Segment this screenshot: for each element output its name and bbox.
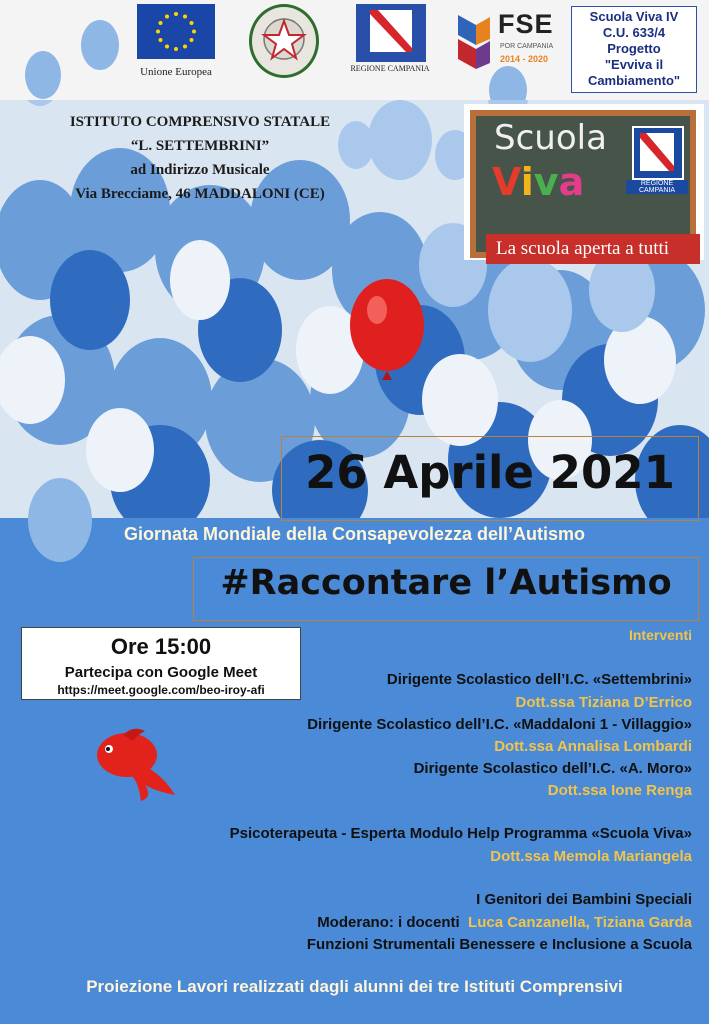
event-date: 26 Aprile 2021	[305, 446, 675, 499]
viva-letter: v	[533, 160, 559, 204]
funzioni-line: Funzioni Strumentali Benessere e Inclusione a Scuola	[306, 936, 692, 953]
campania-caption: REGIONE CAMPANIA	[350, 64, 430, 73]
meet-label: Partecipa con Google Meet	[64, 664, 258, 681]
speaker-role: Dirigente Scolastico dell’I.C. «Maddaloni 1 - Villaggio»	[307, 716, 692, 733]
project-line: Cambiamento"	[587, 73, 681, 88]
meet-link[interactable]: https://meet.google.com/beo-iroy-afi	[57, 683, 265, 697]
speaker-name: Dott.ssa Annalisa Lombardi	[494, 738, 692, 755]
speaker-name: Dott.ssa Tiziana D’Errico	[515, 694, 692, 711]
speaker-role: Psicoterapeuta - Esperta Modulo Help Programma «Scuola Viva»	[229, 825, 692, 842]
fse-title: FSE	[498, 9, 554, 39]
speaker-role: Dirigente Scolastico dell’I.C. «Settembrini»	[386, 671, 692, 688]
viva-letter: i	[520, 160, 534, 204]
viva-letter: V	[492, 160, 521, 204]
institute-block	[40, 110, 360, 206]
slogan-bar: La scuola aperta a tutti	[486, 234, 700, 264]
interventi-heading: Interventi	[628, 627, 692, 643]
viva-letter: a	[558, 160, 585, 204]
speaker-name: Dott.ssa Memola Mariangela	[490, 848, 692, 865]
viva-word	[492, 160, 584, 204]
campania-shield-icon	[632, 126, 684, 180]
scuola-word: Scuola	[494, 118, 607, 158]
moderano-line	[317, 914, 692, 931]
genitori-line: I Genitori dei Bambini Speciali	[476, 891, 692, 908]
project-line: Progetto	[607, 41, 661, 56]
fse-subtitle: POR CAMPANIA	[500, 43, 554, 50]
institute-line: ad Indirizzo Musicale	[130, 162, 270, 178]
project-line: "Evviva il	[604, 57, 664, 72]
event-hashtag: #Raccontare l’Autismo	[220, 563, 672, 603]
meet-time: Ore 15:00	[110, 634, 212, 659]
floating-balloons	[0, 0, 709, 100]
institute-line: ISTITUTO COMPRENSIVO STATALE	[69, 114, 331, 130]
project-line: Scuola Viva IV	[589, 9, 679, 24]
footer-text: Proiezione Lavori realizzati dagli alunni dei tre Istituti Comprensivi	[86, 977, 623, 996]
institute-line: “L. SETTEMBRINI”	[130, 138, 270, 154]
regione-label: REGIONE CAMPANIA	[626, 180, 688, 194]
chalkboard	[470, 110, 696, 258]
moderano-names: Luca Canzanella, Tiziana Garda	[468, 914, 692, 931]
moderano-label: Moderano: i docenti	[317, 914, 460, 931]
red-fish-icon	[93, 725, 177, 803]
institute-line: Via Brecciame, 46 MADDALONI (CE)	[75, 186, 325, 202]
meet-box	[21, 627, 301, 700]
speaker-role: Dirigente Scolastico dell’I.C. «A. Moro»	[413, 760, 692, 777]
fse-years: 2014 - 2020	[500, 54, 549, 64]
scuola-viva-logo	[464, 104, 704, 260]
event-subtitle: Giornata Mondiale della Consapevolezza dell’Autismo	[123, 524, 586, 544]
eu-caption: Unione Europea	[140, 66, 212, 78]
project-line: C.U. 633/4	[602, 25, 666, 40]
speaker-name: Dott.ssa Ione Renga	[547, 782, 692, 799]
